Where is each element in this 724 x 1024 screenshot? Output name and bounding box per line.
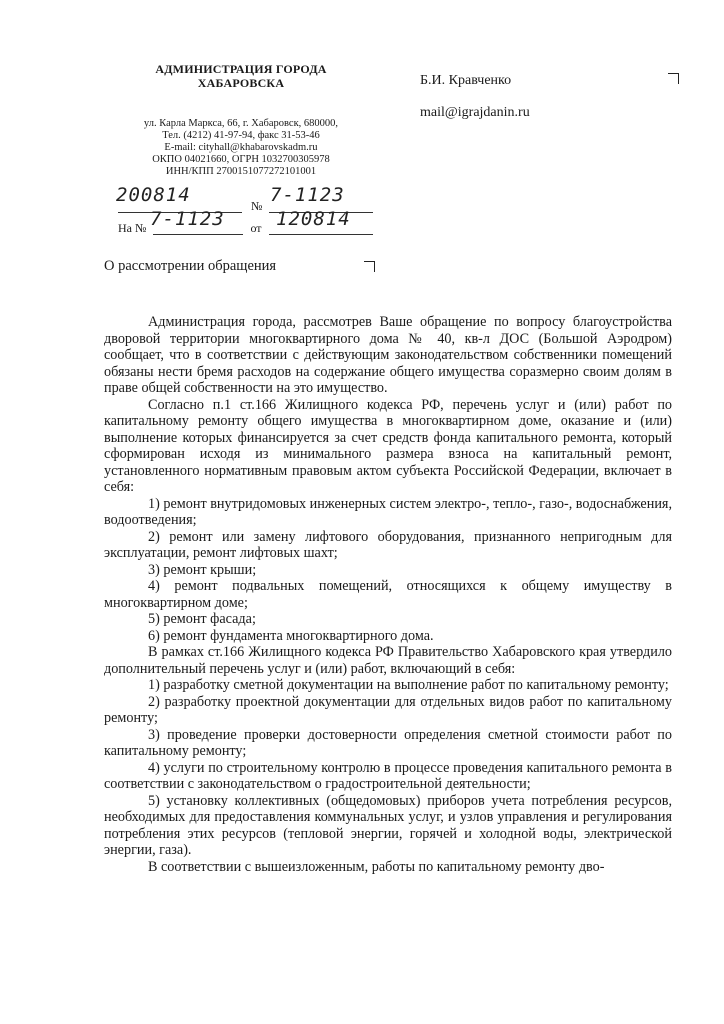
list-item: 3) ремонт крыши; — [148, 561, 257, 578]
subject-corner-mark — [364, 261, 375, 272]
outgoing-number-handwritten: 7-1123 — [270, 184, 345, 206]
reference-date-label: от — [250, 221, 262, 235]
letter-body — [104, 314, 672, 875]
list-item: 2) разработку проектной документации для отдельных видов работ по капитальному ремонту; — [104, 693, 672, 726]
list-item: 1) ремонт внутридомовых инженерных систем электро-, тепло-, газо-, водоснабжения, водоотведения; — [104, 495, 672, 528]
body-paragraph: Администрация города, рассмотрев Ваше обращение по вопросу благоустройства дворовой территории многоквартирного дома № 40, кв-л ДОС (Большой Аэродром) сообщает, что в соответствии с действующим законодательством собственники помещений обязаны нести бремя расходов на содержание общего имущества соразмерно своим долям в праве общей собственности на это имущество. — [104, 314, 672, 396]
list-item: 1) разработку сметной документации на выполнение работ по капитальному ремонту; — [148, 677, 669, 693]
recipient-name: Б.И. Кравченко — [420, 73, 512, 88]
org-address: ул. Карла Маркса, 66, г. Хабаровск, 680000, — [143, 118, 339, 129]
list-item: 3) проведение проверки достоверности определения сметной стоимости работ по капитальному ремонту; — [104, 726, 672, 759]
list-item: 6) ремонт фундамента многоквартирного дома. — [148, 627, 434, 644]
reference-number-handwritten: 7-1123 — [150, 208, 225, 230]
org-phone: Тел. (4212) 41-97-94, факс 31-53-46 — [162, 130, 320, 141]
recipient-corner-mark — [668, 73, 679, 84]
org-name-line1: АДМИНИСТРАЦИЯ ГОРОДА — [155, 62, 327, 76]
list-item: 5) ремонт фасада; — [148, 611, 256, 627]
body-paragraph: В рамках ст.166 Жилищного кодекса РФ Правительство Хабаровского края утвердило дополнительный перечень услуг и (или) работ, включающий в себя: — [104, 644, 672, 677]
list-item: 2) ремонт или замену лифтового оборудования, признанного непригодным для эксплуатации, ремонт лифтовых шахт; — [104, 528, 672, 561]
list-item: 4) ремонт подвальных помещений, относящихся к общему имуществу в многоквартирном доме; — [104, 578, 672, 611]
outgoing-number-label: № — [251, 199, 263, 213]
reference-date-handwritten: 120814 — [276, 208, 351, 230]
body-paragraph: В соответствии с вышеизложенным, работы по капитальному ремонту дво- — [148, 858, 605, 875]
list-item: 5) установку коллективных (общедомовых) приборов учета потребления ресурсов, необходимых для предоставления коммунальных услуг, и узлов управления и регулирования потребления этих ресурсов (тепловой энергии, горячей и холодной воды, электрической энергии, газа). — [104, 792, 672, 858]
org-email: E-mail: cityhall@khabarovskadm.ru — [164, 142, 318, 153]
recipient-email: mail@igrajdanin.ru — [420, 105, 530, 120]
org-contact-block — [118, 118, 364, 178]
org-inn: ИНН/КПП 2700151077272101001 — [165, 166, 317, 177]
org-name — [118, 62, 364, 90]
body-paragraph: Согласно п.1 ст.166 Жилищного кодекса РФ, перечень услуг и (или) работ по капитальному ремонту общего имущества в многоквартирном доме, оказание и (или) выполнение которых финансируется за счет средств фонда капитального ремонта, который сформирован исходя из минимального размера взноса на капитальный ремонт, установленного нормативным правовым актом субъекта Российской Федерации, включает в себя: — [104, 396, 672, 495]
outgoing-date-handwritten: 200814 — [116, 184, 191, 206]
list-item: 4) услуги по строительному контролю в процессе проведения капитального ремонта в соответствии с законодательством о градостроительной деятельности; — [104, 759, 672, 792]
recipient-block — [420, 72, 530, 136]
org-okpo: ОКПО 04021660, ОГРН 1032700305978 — [152, 154, 330, 165]
letter-subject: О рассмотрении обращения — [104, 258, 277, 274]
org-name-line2: ХАБАРОВСКА — [197, 76, 285, 90]
reference-number-label: На № — [118, 221, 147, 235]
